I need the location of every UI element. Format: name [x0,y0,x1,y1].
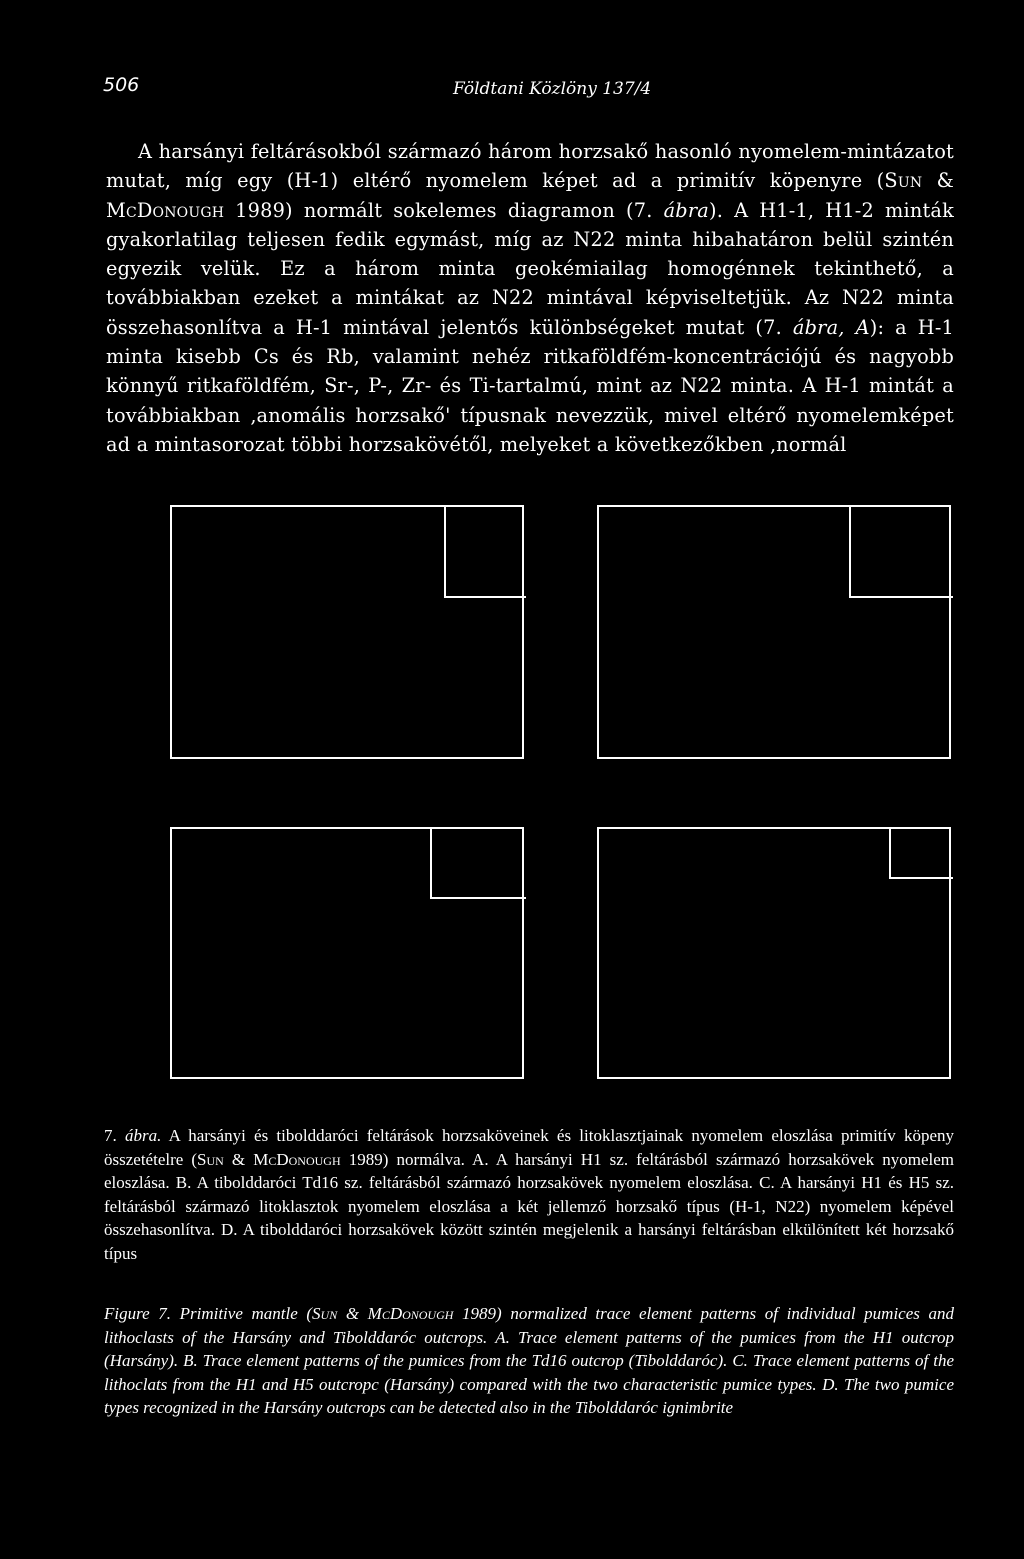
legend-box [430,827,526,899]
caption-text: & [223,1149,254,1169]
caption-text: A harsányi és tibolddaróci feltárások horzsaköveinek és litoklasztjainak nyomelem eloszlása primitív köpeny összetételre ( [104,1126,955,1169]
caption-text: & [337,1304,368,1323]
author-mcdonough: McDonough [367,1304,454,1323]
caption-label-abra: ábra. [124,1126,162,1145]
text-run: & [922,169,954,193]
figure-ref: ábra [663,198,709,222]
legend-box [889,827,953,879]
journal-title: Földtani Közlöny 137/4 [453,79,652,99]
figure-caption-hu [104,1124,954,1266]
figure-panel-d [597,827,951,1079]
caption-text: Figure 7. Primitive mantle ( [104,1304,313,1323]
text-run: ). A H1-1, H1-2 minták gyakorlatilag teljesen fedik egymást, míg az N22 minta hibahatáron belül szintén egyezik velük. Ez a három minta geokémiailag homogénnek tekinthető, a továbbiakban ezeket a mintákat az N22 mintával képviseltetjük. Az N22 minta összehasonlítva a H-1 mintával jelentős különbségeket mutat (7. [106,198,954,339]
author-sun: Sun [884,169,923,193]
text-run: ): a H-1 minta kisebb Cs és Rb, valamint nehéz ritkaföldfém-koncentrációjú és nagyobb könnyű ritkaföldfém, Sr-, P-, Zr- és Ti-tartalmú, mint az N22 minta. A H-1 mintát a továbbiakban ‚anomális horzsakő' típusnak nevezzük, mivel eltérő nyomelemképet ad a mintasorozat többi horzsakövétől, melyeket a következőkben ‚normál [106,315,955,456]
figure-panel-a [170,505,524,759]
text-run: A harsányi feltárásokból származó három horzsakő hasonló nyomelem-mintázatot mutat, míg egy (H-1) eltérő nyomelem képet ad a primitív köpenyre ( [106,140,954,193]
caption-text: 1989) normalized trace element patterns of individual pumices and lithoclasts of the Harsány and Tibolddaróc outcrops. A. Trace element patterns of the pumices from the H1 outcrop (Harsány). B. Trace element patterns of the pumices from the Td16 outcrop (Tibolddaróc). C. Trace element patterns of the lithoclats from the H1 and H5 outcropc (Harsány) compared with the two characteristic pumice types. D. The two pumice types recognized in the Harsány outcrops can be detected also in the Tibolddaróc ignimbrite [104,1304,954,1418]
figure-panel-b [597,505,951,759]
author-mcdonough: McDonough [106,198,225,222]
page-number: 506 [103,74,140,96]
figure-panel-c [170,827,524,1079]
author-mcdonough: McDonough [253,1149,341,1169]
text-run: 1989) normált sokelemes diagramon (7. [224,198,664,222]
author-sun: Sun [197,1149,224,1169]
caption-text: 1989) normálva. A. A harsányi H1 sz. feltárásból származó horzsakövek nyomelem eloszlása. B. A tibolddaróci Td16 sz. feltárásból származó horzsakövek nyomelem eloszlása. C. A harsányi H1 és H5 sz. feltárásból származó litoklasztok nyomelem eloszlása a két jellemző horzsakő típus (H-1, N22) nyomelem képével összehasonlítva. D. A tibolddaróci horzsakövek között szintén megjelenik a harsányi feltárásban elkülönített két horzsakő típus [104,1149,954,1263]
figure-caption-en [104,1302,954,1420]
legend-box [849,505,953,598]
author-sun: Sun [312,1304,338,1323]
figure-ref: ábra, A [792,315,870,339]
legend-box [444,505,526,598]
caption-label: 7. [104,1126,125,1145]
